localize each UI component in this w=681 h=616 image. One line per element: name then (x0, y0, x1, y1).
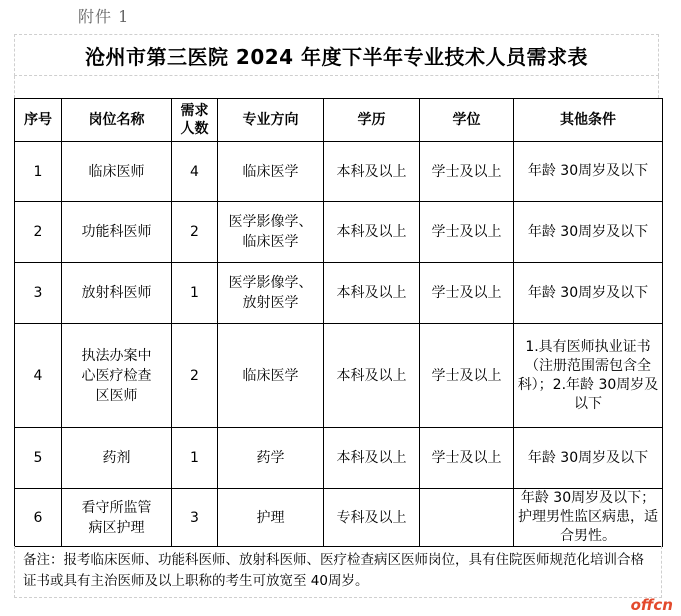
cell-no: 1 (15, 142, 62, 202)
cell-major: 药学 (218, 428, 324, 489)
header-degree: 学位 (420, 99, 514, 142)
cell-no: 4 (15, 324, 62, 428)
cell-edu: 本科及以上 (324, 202, 420, 263)
header-major: 专业方向 (218, 99, 324, 142)
cell-count: 1 (172, 263, 218, 324)
cell-degree: 学士及以上 (420, 202, 514, 263)
cell-count: 2 (172, 324, 218, 428)
cell-count: 3 (172, 489, 218, 547)
footnote: 备注：报考临床医师、功能科医师、放射科医师、医疗检查病区医师岗位，具有住院医师规范化培训合格证书或具有主治医师及以上职称的考生可放宽至 40周岁。 (14, 546, 662, 598)
cell-no: 5 (15, 428, 62, 489)
cell-major: 医学影像学、临床医学 (218, 202, 324, 263)
cell-degree: 学士及以上 (420, 428, 514, 489)
table-row (15, 202, 663, 263)
cell-no: 6 (15, 489, 62, 547)
table-row (15, 263, 663, 324)
cell-post: 执法办案中心医疗检查区医师 (62, 324, 172, 428)
cell-cond: 年龄 30周岁及以下 (514, 202, 663, 263)
cell-edu: 本科及以上 (324, 263, 420, 324)
cell-count: 2 (172, 202, 218, 263)
cell-degree: 学士及以上 (420, 142, 514, 202)
cell-edu: 本科及以上 (324, 324, 420, 428)
requirements-table (14, 98, 663, 547)
cell-cond: 年龄 30周岁及以下 (514, 142, 663, 202)
attachment-label: 附件 1 (78, 7, 130, 26)
cell-major: 临床医学 (218, 324, 324, 428)
cell-cond: 1.具有医师执业证书（注册范围需包含全科）；2.年龄 30周岁及以下 (514, 324, 663, 428)
cell-post: 药剂 (62, 428, 172, 489)
cell-degree (420, 489, 514, 547)
cell-post: 功能科医师 (62, 202, 172, 263)
title-gap (14, 76, 659, 98)
cell-post: 看守所监管病区护理 (62, 489, 172, 547)
cell-post: 放射科医师 (62, 263, 172, 324)
cell-post: 临床医师 (62, 142, 172, 202)
cell-degree: 学士及以上 (420, 324, 514, 428)
table-row (15, 324, 663, 428)
cell-no: 3 (15, 263, 62, 324)
header-post: 岗位名称 (62, 99, 172, 142)
cell-major: 医学影像学、放射医学 (218, 263, 324, 324)
cell-count: 4 (172, 142, 218, 202)
cell-cond: 年龄 30周岁及以下 (514, 263, 663, 324)
cell-no: 2 (15, 202, 62, 263)
table-row (15, 489, 663, 547)
header-count: 需求人数 (172, 99, 218, 142)
header-row (15, 99, 663, 142)
header-no: 序号 (15, 99, 62, 142)
cell-major: 护理 (218, 489, 324, 547)
cell-major: 临床医学 (218, 142, 324, 202)
table-row (15, 428, 663, 489)
cell-cond: 年龄 30周岁及以下；护理男性监区病患，适合男性。 (514, 489, 663, 547)
cell-edu: 本科及以上 (324, 142, 420, 202)
header-edu: 学历 (324, 99, 420, 142)
cell-degree: 学士及以上 (420, 263, 514, 324)
cell-edu: 专科及以上 (324, 489, 420, 547)
watermark-logo: offcn (630, 596, 673, 614)
table-row (15, 142, 663, 202)
header-cond: 其他条件 (514, 99, 663, 142)
title-box (14, 34, 659, 76)
cell-edu: 本科及以上 (324, 428, 420, 489)
cell-cond: 年龄 30周岁及以下 (514, 428, 663, 489)
page-title: 沧州市第三医院 2024 年度下半年专业技术人员需求表 (84, 44, 589, 69)
cell-count: 1 (172, 428, 218, 489)
